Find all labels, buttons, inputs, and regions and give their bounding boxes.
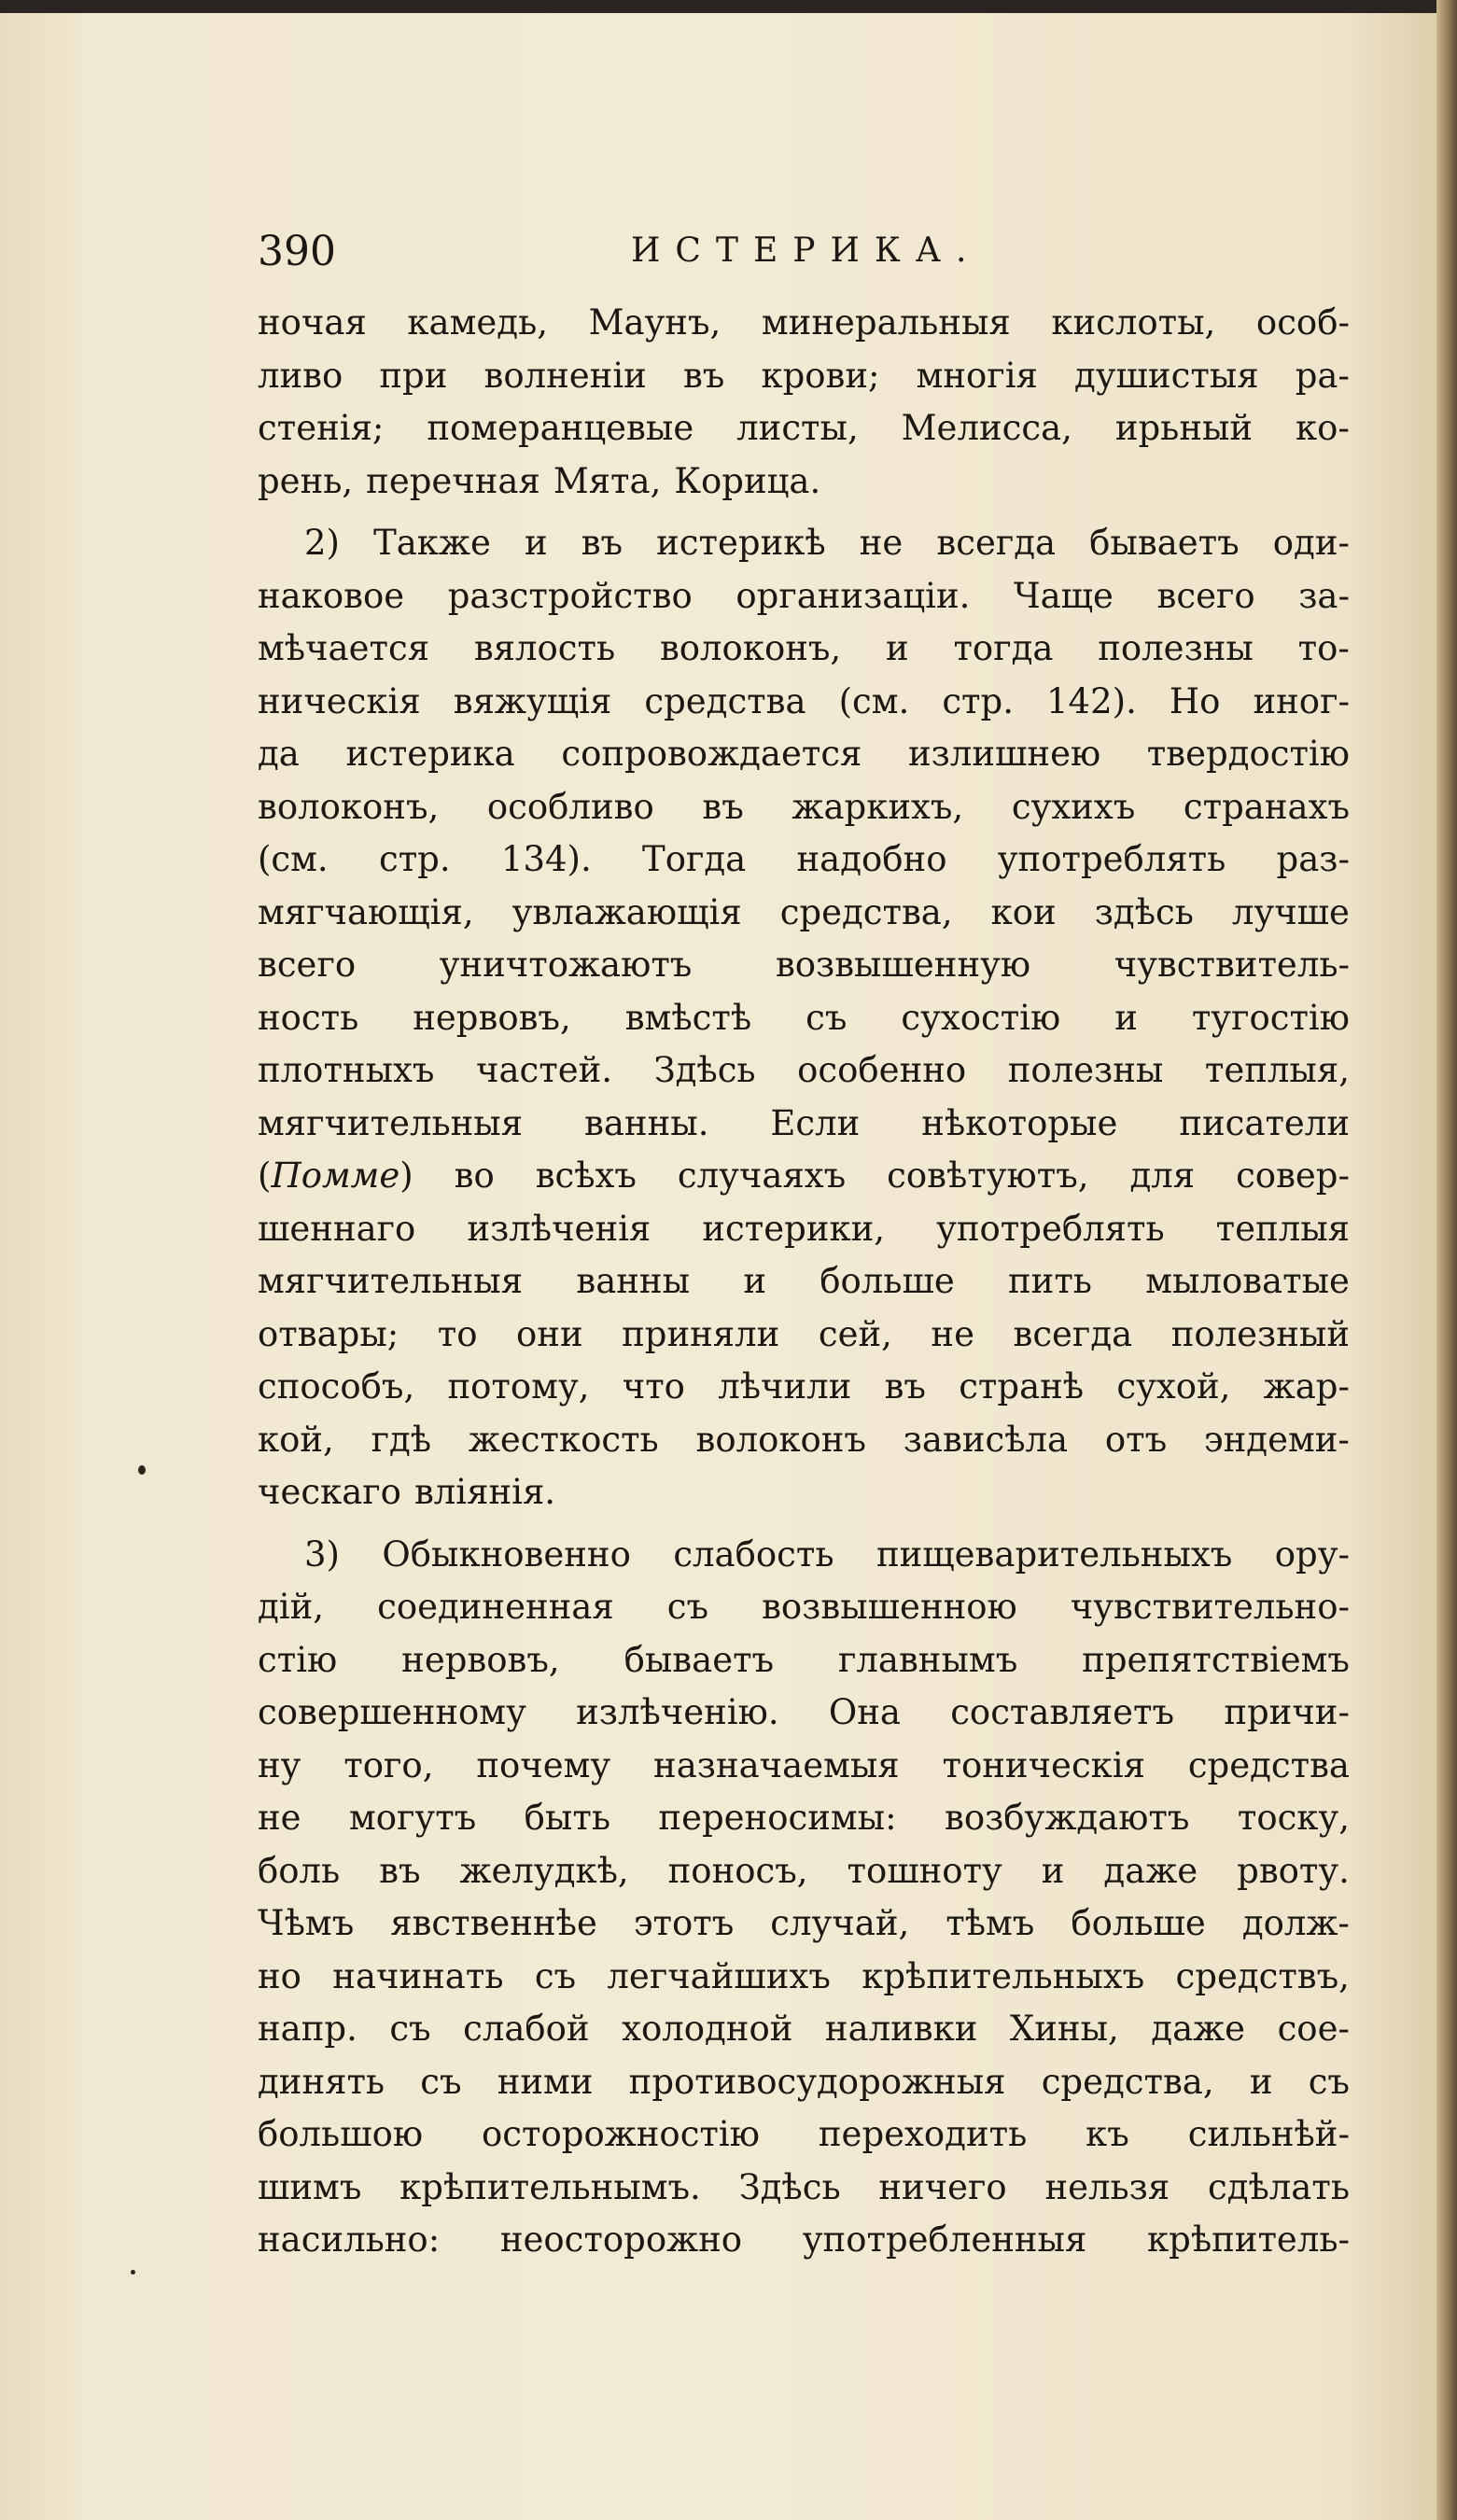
word: мягчающія,: [258, 891, 474, 932]
word: здѣсь: [1094, 891, 1194, 932]
word: къ: [1086, 2114, 1129, 2154]
text-line: [258, 728, 1350, 781]
word: причи-: [1224, 1692, 1350, 1732]
word: сухой,: [1116, 1366, 1231, 1407]
text-line: [258, 1792, 1350, 1845]
word: насильно:: [258, 2219, 441, 2260]
word: твердостію: [1146, 734, 1350, 774]
word: больше: [820, 1261, 955, 1301]
word: бываетъ: [1089, 523, 1240, 563]
word: 3): [304, 1533, 340, 1575]
word: 134).: [500, 839, 592, 879]
word: неосторожно: [499, 2219, 743, 2260]
word: назначаемыя: [653, 1744, 900, 1785]
word: съ: [389, 2009, 431, 2049]
word: шеннаго: [258, 1208, 416, 1249]
text-line: [258, 2003, 1350, 2056]
word: Чѣмъ: [258, 1903, 355, 1943]
word: сопровождается: [561, 734, 862, 774]
book-spine-edge: [1436, 0, 1457, 2520]
word: Маунъ,: [588, 302, 721, 343]
word: писатели: [1179, 1102, 1350, 1143]
text-line: [258, 1466, 1350, 1519]
word: потому,: [447, 1366, 590, 1407]
word: они: [516, 1313, 583, 1354]
word: (см.: [838, 680, 910, 721]
word: пищеварительныхъ: [876, 1533, 1233, 1575]
word: то: [437, 1313, 478, 1354]
text-line: [258, 1634, 1350, 1687]
word: приняли: [622, 1313, 780, 1354]
word: въ: [581, 523, 623, 563]
word: излѣченія: [467, 1208, 651, 1249]
word: нервовъ,: [401, 1639, 560, 1680]
word: оди-: [1272, 523, 1350, 563]
text-line: [258, 623, 1350, 676]
word: за-: [1298, 575, 1350, 616]
word: соединенная: [377, 1587, 614, 1627]
word: особ-: [1255, 302, 1350, 343]
word: странахъ: [1183, 786, 1350, 827]
word: съ: [666, 1587, 709, 1627]
word: вяжущія: [453, 680, 612, 721]
word: холодной: [622, 2009, 793, 2049]
text-line: [258, 887, 1350, 940]
word: средства,: [779, 891, 953, 932]
word: вялость: [473, 628, 616, 668]
word: могутъ: [348, 1798, 477, 1838]
word: рень,: [258, 460, 354, 501]
word: средства,: [1041, 2061, 1214, 2102]
word: сей,: [818, 1313, 892, 1354]
word: съ: [534, 1955, 577, 1996]
word: истерика: [345, 734, 515, 774]
word: Она: [828, 1692, 901, 1732]
word: многія: [916, 355, 1038, 396]
word: шимъ: [258, 2166, 362, 2207]
word: мягчительныя: [258, 1102, 524, 1143]
word: Мята,: [553, 460, 662, 501]
word: полезны: [1098, 628, 1254, 668]
word: полезный: [1170, 1313, 1350, 1354]
text-line: [258, 1687, 1350, 1740]
word: камедь,: [407, 302, 548, 343]
text-line: [258, 455, 1350, 509]
word: 142).: [1046, 680, 1137, 721]
word: отвары;: [258, 1313, 399, 1354]
text-line: [258, 833, 1350, 887]
text-line: [258, 1740, 1350, 1793]
word: нѣкоторые: [921, 1102, 1118, 1143]
word: въ: [379, 1850, 421, 1891]
word: чувствительно-: [1070, 1587, 1350, 1627]
word: наливки: [824, 2009, 978, 2049]
word: зависѣла: [903, 1419, 1069, 1460]
word: ними: [497, 2061, 594, 2102]
word: совер-: [1236, 1155, 1350, 1196]
word: ванны.: [584, 1102, 709, 1143]
word: желудкѣ,: [459, 1850, 629, 1891]
word: способъ,: [258, 1366, 415, 1407]
word: ность: [258, 997, 359, 1038]
word: совершенному: [258, 1692, 526, 1732]
word: крѣпительнымъ.: [399, 2166, 701, 2207]
word: Хины,: [1009, 2009, 1119, 2049]
word: возбуждаютъ: [944, 1798, 1190, 1838]
word: стр.: [942, 680, 1014, 721]
text-line: [258, 2162, 1350, 2215]
word: перечная: [366, 460, 540, 501]
word: тошноту: [847, 1850, 1002, 1891]
word: Тогда: [642, 839, 747, 879]
word: мыловатые: [1145, 1261, 1350, 1301]
word: чувствитель-: [1114, 945, 1350, 985]
ink-speck: [131, 2270, 135, 2275]
word: во: [454, 1155, 495, 1196]
word: тогда: [953, 628, 1054, 668]
word: стію: [258, 1639, 338, 1680]
word: ночая: [258, 302, 367, 343]
word: но: [258, 1955, 301, 1996]
word: ливо: [258, 355, 343, 396]
word: средства: [1187, 1744, 1350, 1785]
text-line: [258, 781, 1350, 834]
word: сухихъ: [1011, 786, 1136, 827]
word: начинать: [332, 1955, 504, 1996]
text-line: [258, 676, 1350, 729]
word: (Помме): [258, 1155, 413, 1196]
word: составляетъ: [950, 1692, 1175, 1732]
text-line: [258, 1098, 1350, 1151]
word: боль: [258, 1850, 341, 1891]
text-line: [258, 1529, 1350, 1582]
text-line: [258, 1581, 1350, 1634]
word: всего: [1156, 575, 1255, 616]
word: рвоту.: [1237, 1850, 1350, 1891]
word: эндеми-: [1203, 1419, 1350, 1460]
word: жаркихъ,: [792, 786, 964, 827]
word: даже: [1151, 2009, 1246, 2049]
word: тоническія: [942, 1744, 1145, 1785]
word: наковое: [258, 575, 405, 616]
text-line: [258, 992, 1350, 1045]
word: ко-: [1296, 408, 1350, 448]
word: стенія;: [258, 408, 385, 448]
word: этотъ: [633, 1903, 735, 1943]
word: противосудорожныя: [628, 2061, 1006, 2102]
word: организаціи.: [736, 575, 971, 616]
word: не: [931, 1313, 974, 1354]
word: ничего: [878, 2166, 1007, 2207]
word: дій,: [258, 1587, 325, 1627]
word: и: [524, 523, 548, 563]
word: не: [258, 1798, 301, 1838]
word: сильнѣй-: [1187, 2114, 1350, 2154]
word: средствъ,: [1175, 1955, 1350, 1996]
word: возвышенною: [762, 1587, 1017, 1627]
word: поносъ,: [667, 1850, 808, 1891]
word: волоконъ: [695, 1419, 866, 1460]
word: вліянія.: [413, 1472, 556, 1512]
word: 2): [304, 523, 340, 563]
text-line: [258, 939, 1350, 992]
word: пить: [1008, 1261, 1092, 1301]
text-line: [258, 517, 1350, 570]
word: напр.: [258, 2009, 357, 2049]
word: крѣпительныхъ: [862, 1955, 1145, 1996]
text-line: [258, 1255, 1350, 1309]
word: случаяхъ: [677, 1155, 847, 1196]
word: совѣтуютъ,: [887, 1155, 1089, 1196]
word: что: [622, 1366, 685, 1407]
word: душистыя: [1073, 355, 1259, 396]
word: крѣпитель-: [1147, 2219, 1350, 2260]
word: осторожностію: [482, 2114, 760, 2154]
word: странѣ: [959, 1366, 1085, 1407]
text-line: [258, 570, 1350, 623]
word: съ: [1308, 2061, 1350, 2102]
word: возвышенную: [775, 945, 1031, 985]
word: нельзя: [1044, 2166, 1170, 2207]
word: для: [1129, 1155, 1196, 1196]
text-line: [258, 1044, 1350, 1098]
word: лучше: [1231, 891, 1350, 932]
word: волоконъ,: [258, 786, 440, 827]
ink-speck: [138, 1465, 146, 1475]
word: не: [859, 523, 904, 563]
word: сухостію: [901, 997, 1061, 1038]
word: средства: [644, 680, 806, 721]
word: излишнею: [908, 734, 1101, 774]
word: тугостію: [1191, 997, 1350, 1038]
body-text: [258, 297, 1350, 2267]
word: раз-: [1276, 839, 1350, 879]
word: стр.: [378, 839, 451, 879]
word: жесткость: [468, 1419, 659, 1460]
word: всегда: [936, 523, 1057, 563]
word: главнымъ: [838, 1639, 1018, 1680]
text-line: [258, 350, 1350, 403]
word: долж-: [1241, 1903, 1350, 1943]
word: переходить: [818, 2114, 1028, 2154]
text-line: [258, 1203, 1350, 1256]
text-line: [258, 1309, 1350, 1362]
word: сое-: [1277, 2009, 1350, 2049]
text-line: [258, 1150, 1350, 1203]
word: всего: [258, 945, 357, 985]
word: Чаще: [1013, 575, 1114, 616]
word: при: [379, 355, 448, 396]
word: листы,: [736, 408, 859, 448]
word: вмѣстѣ: [624, 997, 752, 1038]
word: и: [743, 1261, 766, 1301]
word: кислоты,: [1051, 302, 1216, 343]
word: Корица.: [674, 460, 821, 501]
word: Обыкновенно: [382, 1533, 631, 1575]
word: въ: [682, 355, 725, 396]
word: частей.: [475, 1050, 613, 1090]
word: съ: [420, 2061, 462, 2102]
word: слабой: [463, 2009, 590, 2049]
text-line: [258, 2108, 1350, 2162]
running-title: ИСТЕРИКА.: [631, 231, 982, 270]
word: то-: [1297, 628, 1350, 668]
word: большою: [258, 2114, 424, 2154]
word: померанцевые: [427, 408, 694, 448]
word: плотныхъ: [258, 1050, 435, 1090]
word: разстройство: [447, 575, 693, 616]
word: истерикѣ: [656, 523, 826, 563]
word: легчайшихъ: [607, 1955, 831, 1996]
word: кои: [990, 891, 1057, 932]
word: всѣхъ: [535, 1155, 637, 1196]
word: жар-: [1263, 1366, 1350, 1407]
text-line: [258, 1897, 1350, 1951]
word: больше: [1071, 1903, 1206, 1943]
text-line: [258, 402, 1350, 455]
word: Также: [373, 523, 491, 563]
word: волоконъ,: [659, 628, 842, 668]
word: мѣчается: [258, 628, 430, 668]
word: употреблять: [997, 839, 1226, 879]
word: всегда: [1013, 1313, 1133, 1354]
word: динять: [258, 2061, 385, 2102]
word: сдѣлать: [1207, 2166, 1350, 2207]
text-line: [258, 2056, 1350, 2109]
word: ирьный: [1114, 408, 1254, 448]
word: ору-: [1274, 1533, 1350, 1575]
word: теплыя: [1215, 1208, 1350, 1249]
word: въ: [702, 786, 744, 827]
word: теплыя,: [1204, 1050, 1350, 1090]
word: употреблять: [936, 1208, 1165, 1249]
text-line: [258, 2214, 1350, 2267]
word: нервовъ,: [413, 997, 571, 1038]
word: уничтожаютъ: [439, 945, 693, 985]
word: Если: [770, 1102, 861, 1143]
word: да: [258, 734, 300, 774]
word: и: [1041, 1850, 1065, 1891]
word: кой,: [258, 1419, 334, 1460]
text-line: [258, 1951, 1350, 2004]
word: минеральныя: [761, 302, 1011, 343]
word: гдѣ: [371, 1419, 432, 1460]
word: отъ: [1104, 1419, 1168, 1460]
word: увлажающія: [511, 891, 742, 932]
word: волненіи: [483, 355, 647, 396]
word: излѣченію.: [576, 1692, 779, 1732]
word: Здѣсь: [738, 2166, 841, 2207]
word: истерики,: [702, 1208, 886, 1249]
page-header: [258, 228, 1350, 284]
word: мягчительныя: [258, 1261, 524, 1301]
word: иног-: [1253, 680, 1350, 721]
word: быть: [524, 1798, 610, 1838]
word: крови;: [761, 355, 880, 396]
word: въ: [884, 1366, 926, 1407]
word: слабость: [673, 1533, 834, 1575]
word: Но: [1169, 680, 1221, 721]
word: и: [1114, 997, 1138, 1038]
word: ническія: [258, 680, 421, 721]
word: того,: [343, 1744, 434, 1785]
word: особенно: [797, 1050, 967, 1090]
word: тоску,: [1237, 1798, 1350, 1838]
text-line: [258, 297, 1350, 350]
word: переносимы:: [658, 1798, 897, 1838]
word: (см.: [258, 839, 329, 879]
word: полезны: [1007, 1050, 1164, 1090]
word: препятствіемъ: [1082, 1639, 1350, 1680]
text-line: [258, 1361, 1350, 1414]
word: тѣмъ: [946, 1903, 1035, 1943]
word: особливо: [486, 786, 654, 827]
word: Мелисса,: [901, 408, 1072, 448]
word: бываетъ: [623, 1639, 775, 1680]
word: случай,: [770, 1903, 910, 1943]
word: и: [1249, 2061, 1273, 2102]
word: даже: [1103, 1850, 1198, 1891]
word: съ: [806, 997, 848, 1038]
text-line: [258, 1414, 1350, 1467]
word: лѣчили: [718, 1366, 852, 1407]
page-top-shadow: [0, 0, 1457, 13]
word: употребленныя: [802, 2219, 1087, 2260]
word: и: [885, 628, 909, 668]
word: явственнѣе: [390, 1903, 597, 1943]
word: почему: [476, 1744, 611, 1785]
word: ра-: [1295, 355, 1350, 396]
word: ванны: [576, 1261, 691, 1301]
text-line: [258, 1845, 1350, 1898]
word: ну: [258, 1744, 301, 1785]
page-number: 390: [258, 228, 336, 275]
word: надобно: [796, 839, 947, 879]
word: ческаго: [258, 1472, 401, 1512]
word: Здѣсь: [653, 1050, 756, 1090]
